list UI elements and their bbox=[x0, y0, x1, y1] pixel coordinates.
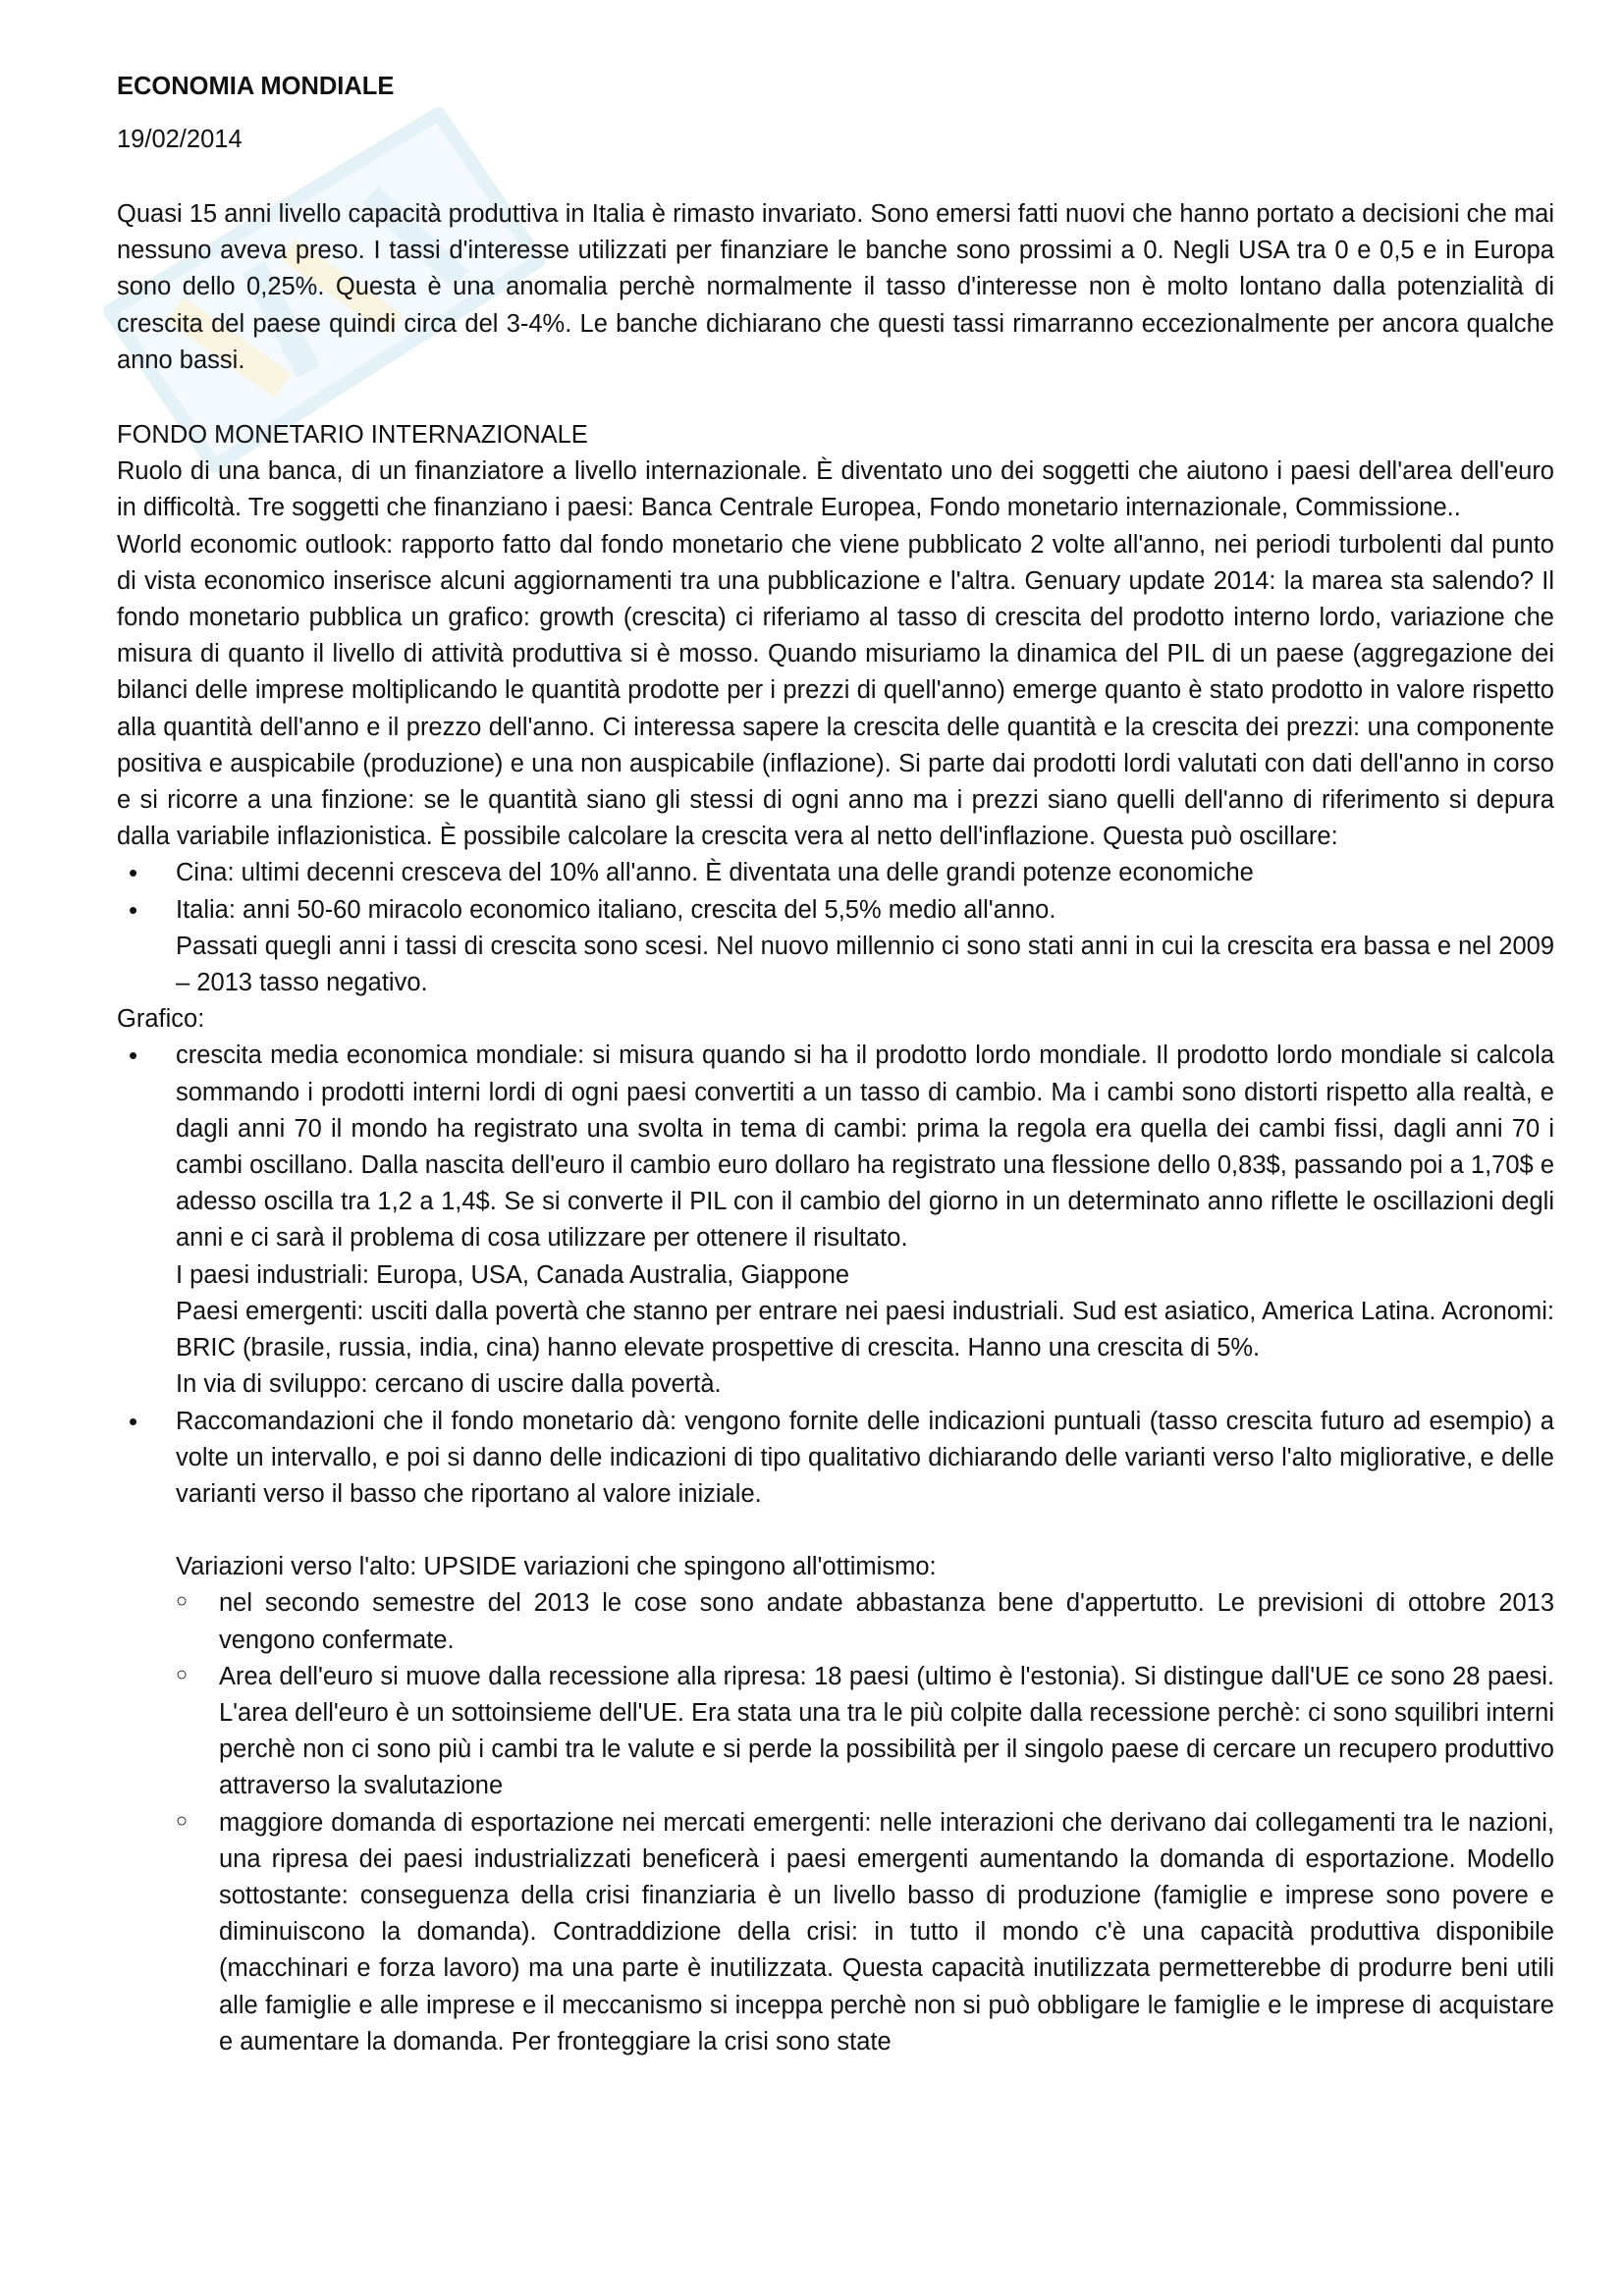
upside-list bbox=[168, 1585, 1554, 2060]
list-item bbox=[117, 892, 1554, 1002]
document-date: 19/02/2014 bbox=[117, 126, 243, 153]
sub-list-item: ○ nel secondo semestre del 2013 le cose sono andate abbastanza bene d'appertutto. Le previsioni di ottobre 2013 vengono confermate. bbox=[168, 1585, 1554, 1658]
list-item bbox=[117, 855, 1554, 891]
list-item-text: Cina: ultimi decenni cresceva del 10% all'anno. È diventata una delle grandi potenze economiche bbox=[176, 859, 1254, 887]
document-title: ECONOMIA MONDIALE bbox=[117, 73, 395, 100]
list-item bbox=[117, 1038, 1554, 1403]
section-heading: FONDO MONETARIO INTERNAZIONALE bbox=[117, 421, 588, 450]
fmi-paragraph: Ruolo di una banca, di un finanziatore a livello internazionale. È diventato uno dei soggetti che aiutono i paesi dell'area dell'euro in difficoltà. Tre soggetti che finanziano i paesi: Banca Centrale Europea, Fondo monetario internazionale, Commissione.. bbox=[117, 457, 1554, 522]
document-page bbox=[117, 69, 1554, 2060]
list-item-text: • crescita media economica mondiale: si misura quando si ha il prodotto lordo mondiale. Il prodotto lordo mondiale si calcola sommando i prodotti interni lordi di ogni paesi convertiti a un tasso di cambio. Ma i cambi sono distorti rispetto alla realtà, e dagli anni 70 il mondo ha registrato una svolta in tema di cambi: prima la regola era quella dei cambi fissi, dagli anni 70 i cambi oscillano. Dalla nascita dell'euro il cambio euro dollaro ha registrato una flessione dello 0,83$, passando poi a 1,70$ e adesso oscilla tra 1,2 a 1,4$. Se si converte il PIL con il cambio del giorno in un determinato anno riflette le oscillazioni degli anni e ci sarà il problema di cosa utilizzare per ottenere il risultato. bbox=[176, 1041, 1554, 1253]
grafico-label: Grafico: bbox=[117, 1005, 205, 1034]
paesi-emergenti-line: Paesi emergenti: usciti dalla povertà che stanno per entrare nei paesi industriali. Sud est asiatico, America Latina. Acronomi: BRIC (brasile, russia, india, cina) hanno elevate prospettive di crescita. Hanno una crescita di 5%. bbox=[176, 1297, 1554, 1362]
paesi-industriali-line: I paesi industriali: Europa, USA, Canada Australia, Giappone bbox=[176, 1260, 850, 1289]
sub-list-item: ○ maggiore domanda di esportazione nei mercati emergenti: nelle interazioni che derivano dai collegamenti tra le nazioni, una ripresa dei paesi industrializzati beneficerà i paesi emergenti aumentando la domanda di esportazione. Modello sottostante: conseguenza della crisi finanziaria è un livello basso di produzione (famiglie e imprese sono povere e diminuiscono la domanda). Contraddizione della crisi: in tutto il mondo c'è una capacità produttiva disponibile (macchinari e forza lavoro) ma una parte è inutilizzata. Questa capacità inutilizzata permetterebbe di produrre beni utili alle famiglie e alle imprese e il meccanismo si inceppa perchè non si può obbligare le famiglie e le imprese di acquistare e aumentare la domanda. Per fronteggiare la crisi sono state bbox=[168, 1805, 1554, 2060]
list-item bbox=[117, 1404, 1554, 2060]
growth-list bbox=[117, 855, 1554, 1001]
intro-paragraph: Quasi 15 anni livello capacità produttiva in Italia è rimasto invariato. Sono emersi fatti nuovi che hanno portato a decisioni che mai nessuno aveva preso. I tassi d'interesse utilizzati per finanziare le banche sono prossimi a 0. Negli USA tra 0 e 0,5 e in Europa sono dello 0,25%. Questa è una anomalia perchè normalmente il tasso d'interesse non è molto lontano dalla potenzialità di crescita del paese quindi circa del 3-4%. Le banche dichiarano che questi tassi rimarranno eccezionalmente per ancora qualche anno bassi. bbox=[117, 200, 1554, 374]
weo-paragraph: World economic outlook: rapporto fatto dal fondo monetario che viene pubblicato 2 volte all'anno, nei periodi turbolenti dal punto di vista economico inserisce alcuni aggiornamenti tra una pubblicazione e l'altra. Genuary update 2014: la marea sta salendo? Il fondo monetario pubblica un grafico: growth (crescita) ci riferiamo al tasso di crescita del prodotto interno lordo, variazione che misura di quanto il livello di attività produttiva si è mosso. Quando misuriamo la dinamica del PIL di un paese (aggregazione dei bilanci delle imprese moltiplicando le quantità prodotte per i prezzi di quell'anno) emerge quanto è stato prodotto in valore rispetto alla quantità dell'anno e il prezzo dell'anno. Ci interessa sapere la crescita delle quantità e la crescita dei prezzi: una componente positiva e auspicabile (produzione) e una non auspicabile (inflazione). Si parte dai prodotti lordi valutati con dati dell'anno in corso e si ricorre a una finzione: se le quantità siano gli stessi di ogni anno ma i prezzi siano quelli dell'anno di riferimento si depura dalla variabile inflazionistica. È possibile calcolare la crescita vera al netto dell'inflazione. Questa può oscillare: bbox=[117, 530, 1554, 851]
paesi-sviluppo-line: In via di sviluppo: cercano di uscire dalla povertà. bbox=[176, 1370, 722, 1399]
sub-list-item: ○ Area dell'euro si muove dalla recessione alla ripresa: 18 paesi (ultimo è l'estonia). Si distingue dall'UE ce sono 28 paesi. L'area dell'euro è un sottoinsieme dell'UE. Era stata una tra le più colpite dalla recessione perchè: ci sono squilibri interni perchè non ci sono più i cambi tra le valute e si perde la possibilità per il singolo paese di cercare un recupero produttivo attraverso la svalutazione bbox=[168, 1659, 1554, 1805]
list-item-text: • Raccomandazioni che il fondo monetario dà: vengono fornite delle indicazioni puntuali (tasso crescita futuro ad esempio) a volte un intervallo, e poi si danno delle indicazioni di tipo qualitativo dichiarando delle varianti verso l'alto migliorative, e delle varianti verso il basso che riportano al valore iniziale. bbox=[176, 1407, 1554, 1508]
upside-intro: Variazioni verso l'alto: UPSIDE variazioni che spingono all'ottimismo: bbox=[176, 1553, 937, 1581]
list-item-continuation: Passati quegli anni i tassi di crescita sono scesi. Nel nuovo millennio ci sono stati anni in cui la crescita era bassa e nel 2009 – 2013 tasso negativo. bbox=[176, 932, 1554, 997]
grafico-list bbox=[117, 1038, 1554, 2059]
list-item-text: • Italia: anni 50-60 miracolo economico italiano, crescita del 5,5% medio all'anno. bbox=[176, 895, 1056, 924]
